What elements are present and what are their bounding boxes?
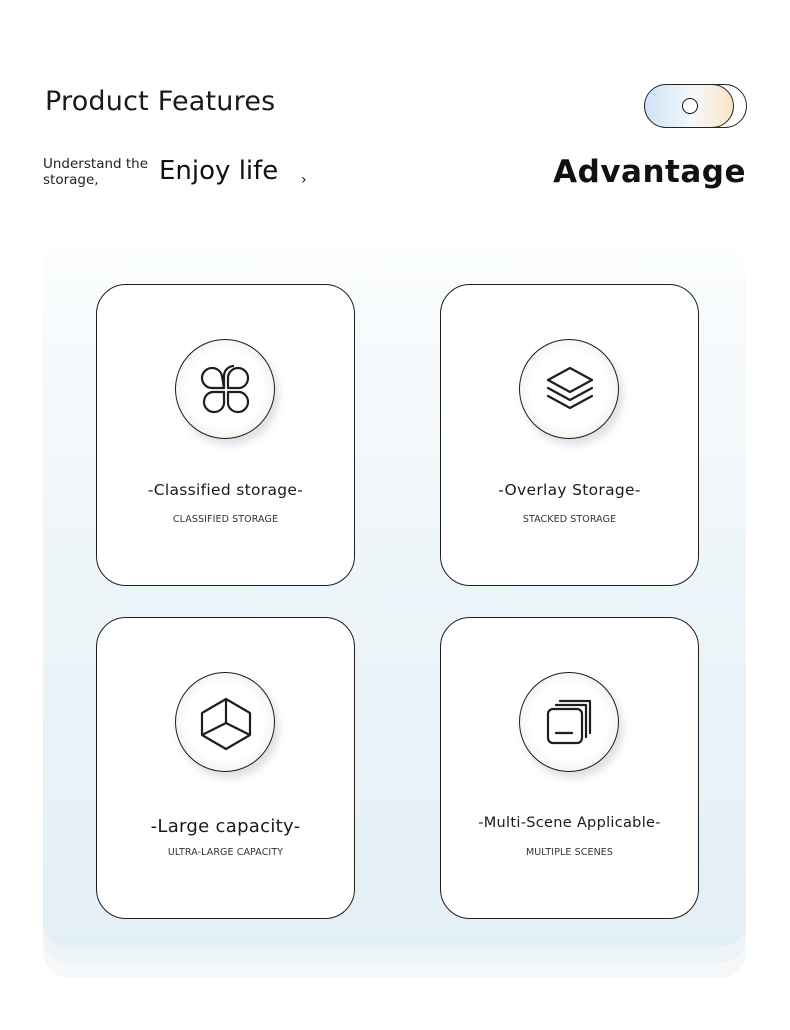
feature-subtitle: CLASSIFIED STORAGE bbox=[172, 514, 279, 525]
feature-subtitle: STACKED STORAGE bbox=[522, 514, 617, 525]
feature-title: -Overlay Storage- bbox=[498, 481, 641, 499]
feature-title: -Multi-Scene Applicable- bbox=[478, 815, 661, 831]
feature-title: -Classified storage- bbox=[147, 481, 304, 499]
chevron-right-icon: › bbox=[301, 172, 307, 188]
feature-badge bbox=[519, 339, 619, 439]
feature-card-overlay bbox=[440, 284, 699, 586]
toggle-knob[interactable] bbox=[682, 98, 698, 114]
feature-badge bbox=[519, 672, 619, 772]
feature-card-classified bbox=[96, 284, 355, 586]
feature-title: -Large capacity- bbox=[150, 816, 301, 837]
feature-badge bbox=[175, 672, 275, 772]
advantage-heading: Advantage bbox=[553, 154, 746, 190]
feature-card-capacity bbox=[96, 617, 355, 919]
subtitle-understand: Understand the storage, bbox=[43, 156, 149, 188]
feature-card-multi-scene bbox=[440, 617, 699, 919]
feature-badge bbox=[175, 339, 275, 439]
feature-subtitle: ULTRA-LARGE CAPACITY bbox=[167, 847, 284, 858]
subtitle-enjoy-life: Enjoy life bbox=[159, 156, 279, 186]
stacked-windows-icon bbox=[542, 695, 598, 751]
feature-subtitle: MULTIPLE SCENES bbox=[525, 847, 614, 858]
page-title: Product Features bbox=[45, 86, 276, 117]
layers-icon bbox=[542, 362, 598, 418]
clover-icon bbox=[198, 362, 254, 418]
toggle-switch[interactable] bbox=[644, 84, 747, 128]
cube-icon bbox=[198, 695, 254, 751]
